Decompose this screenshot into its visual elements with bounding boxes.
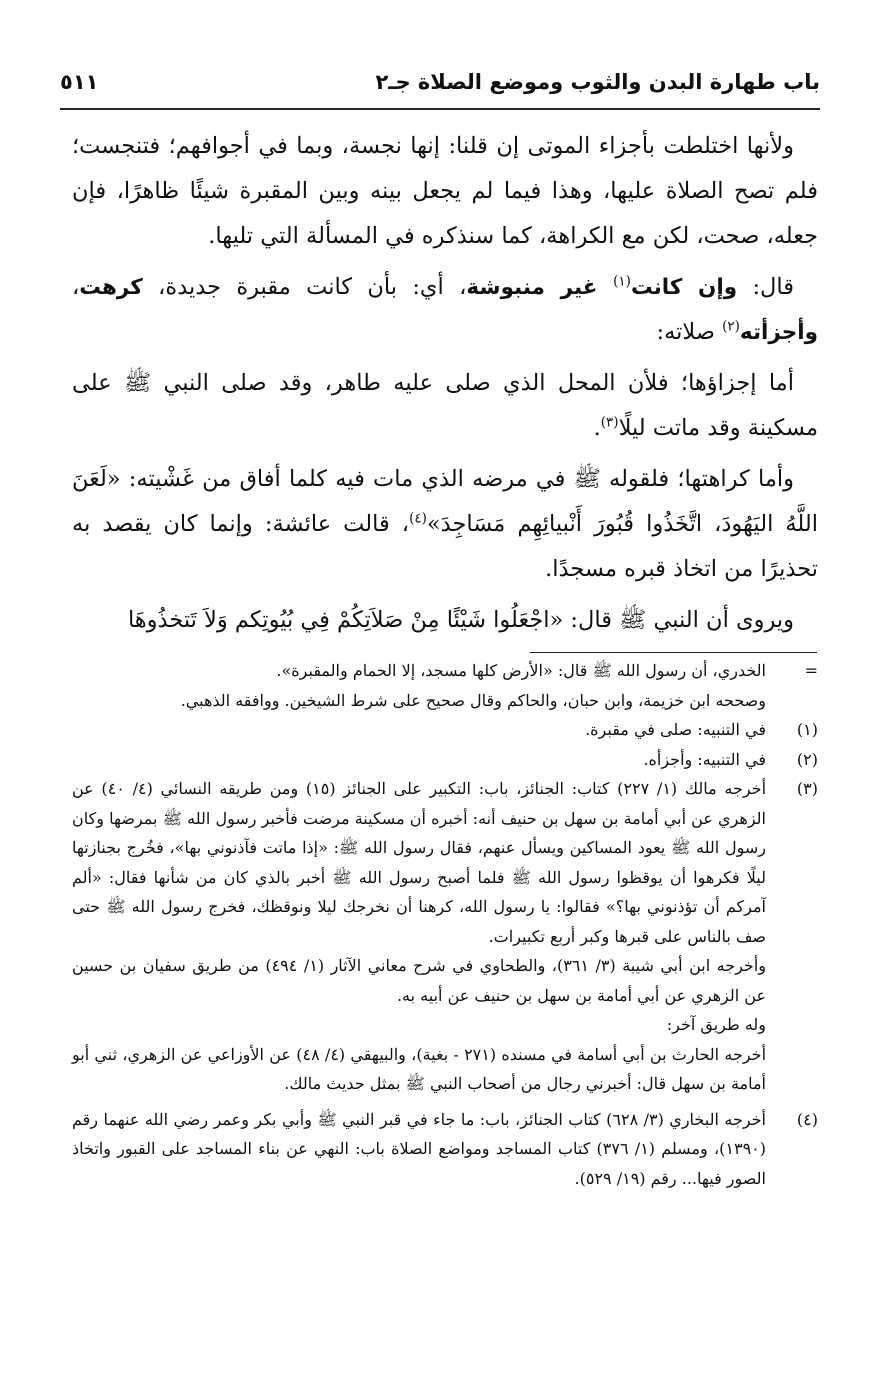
- footnote-line: وله طريق آخر:: [666, 1015, 766, 1034]
- footnote-1: [72, 715, 818, 745]
- paragraph: ويروى أن النبي ﷺ قال: «اجْعَلُوا شَيْئًا مِنْ صَلاَتِكُمْ فِي بُيُوتِكم وَلاَ تَتخذُوهَا: [127, 607, 794, 633]
- footnote-ref: (٣): [600, 414, 619, 431]
- footnote-number: (٤): [796, 1109, 818, 1129]
- footnote-text: أخرجه البخاري (٣/ ٦٢٨) كتاب الجنائز، باب: ما جاء في قبر النبي ﷺ وأبي بكر وعمر رضي الله عنهما رقم (١٣٩٠)، ومسلم (١/ ٣٧٦) كتاب المساجد ومواضع الصلاة باب: النهي عن بناء المساجد على القبور واتخاذ الصور فيها... رقم (١٩/ ٥٢٩).: [72, 1109, 767, 1188]
- text-run: صلاته:: [656, 319, 723, 345]
- text-run: وأما كراهتها؛ فلقوله ﷺ في مرضه الذي مات فيه كلما أفاق من غَشْيته: «لَعَنَ اللَّهُ اليَهُودَ، اتَّخَذُوا قُبُورَ أَنْبيائِهِم مَسَاجِدَ»: [72, 466, 818, 537]
- main-text: [72, 124, 818, 649]
- running-header: [60, 66, 820, 106]
- header-rule: [60, 108, 820, 110]
- text-run: قال:: [737, 274, 794, 300]
- footnote-line: وصححه ابن خزيمة، وابن حبان، والحاكم وقال صحيح على شرط الشيخين. ووافقه الذهبي.: [180, 690, 766, 710]
- text-run: ، قالت عائشة: وإنما كان يقصد به تحذيرًا من اتخاذ قبره مسجدًا.: [72, 511, 818, 582]
- footnote-ref: (٢): [722, 318, 740, 335]
- text-run: ،: [72, 274, 80, 300]
- footnote-4: [72, 1105, 818, 1194]
- footnote-text: في التنبيه: صلى في مقبرة.: [585, 720, 766, 739]
- bold-term: غير منبوشة: [466, 275, 614, 300]
- paragraph: [72, 457, 818, 592]
- footnote-line: وأخرجه ابن أبي شيبة (٣/ ٣٦١)، والطحاوي في شرح معاني الآثار (١/ ٤٩٤) من طريق سفيان بن حسين عن الزهري عن أبي أمامة بن سهل بن حنيف عن أبيه به.: [72, 956, 766, 1005]
- footnote-2: [72, 745, 818, 775]
- footnote-line: أخرجه الحارث بن أبي أسامة في مسنده (٢٧١ - بغية)، والبيهقي (٤/ ٤٨) عن الأوزاعي عن الزهري، ثني أبو أمامة بن سهل قال: أخبرني رجال من أصحاب النبي ﷺ بمثل حديث مالك.: [72, 1044, 767, 1093]
- text-run: ، أي: بأن كانت مقبرة جديدة،: [142, 274, 467, 300]
- footnote-ref: (١): [613, 273, 631, 290]
- footnote-number: (٢): [796, 749, 818, 769]
- chapter-title: باب طهارة البدن والثوب وموضع الصلاة جـ٢: [375, 70, 820, 94]
- footnote-text: الخدري، أن رسول الله ﷺ قال: «الأرض كلها مسجد، إلا الحمام والمقبرة».: [276, 661, 766, 680]
- footnote-number: (٣): [796, 779, 818, 798]
- paragraph: ولأنها اختلطت بأجزاء الموتى إن قلنا: إنها نجسة، وبما في أجوافهم؛ فتنجست؛ فلم تصح الصلاة عليها، وهذا فيما لم يجعل بينه وبين المقبرة شيئًا ظاهرًا، فإن جعله، صحت، لكن مع الكراهة، كما سنذكره في المسألة التي تليها.: [72, 133, 818, 249]
- bold-term: وأجزأته: [739, 320, 818, 345]
- footnote-carry: [72, 656, 818, 686]
- footnote-number: (١): [796, 720, 818, 739]
- paragraph: [72, 265, 818, 355]
- text-run: أما إجزاؤها؛ فلأن المحل الذي صلى عليه طاهر، وقد صلى النبي ﷺ على مسكينة وقد ماتت ليلًا: [72, 370, 818, 441]
- bold-term: كرهت: [79, 275, 143, 300]
- text-run: .: [593, 415, 601, 441]
- carry-mark: =: [804, 661, 818, 680]
- footnote-text: في التنبيه: وأجزأه.: [643, 749, 766, 769]
- footnotes: [72, 656, 818, 1193]
- footnote-ref: (٤): [409, 510, 427, 527]
- paragraph: [72, 361, 818, 451]
- page-number: ٥١١: [60, 70, 99, 94]
- footnote-text: أخرجه مالك (١/ ٢٢٧) كتاب: الجنائز، باب: التكبير على الجنائز (١٥) ومن طريقه النسائي (٤/ ٤٠) عن الزهري عن أبي أمامة بن سهل بن حنيف أنه: أخبره أن مسكينة مرضت فأخبر رسول الله ﷺ بمرضها وكان رسول الله ﷺ يعود المساكين ويسأل عنهم، فقال رسول الله ﷺ: «إذا ماتت فآذنوني بها»، فخُرج بجنازتها ليلًا فكرهوا أن يوقظوا رسول الله ﷺ فلما أصبح رسول الله ﷺ أخبر بالذي كان من شأنها فقال: «ألم آمركم أن تؤذنوني بها؟» فقالوا: يا رسول الله، كرهنا أن نخرجك ليلا ونوقظك، فخرج رسول الله ﷺ حتى صف بالناس على قبرها وكبر أربع تكبيرات.: [72, 779, 767, 946]
- footnote-rule: [530, 652, 817, 653]
- footnote-3: [72, 774, 818, 951]
- bold-term: وإن كانت: [630, 275, 738, 300]
